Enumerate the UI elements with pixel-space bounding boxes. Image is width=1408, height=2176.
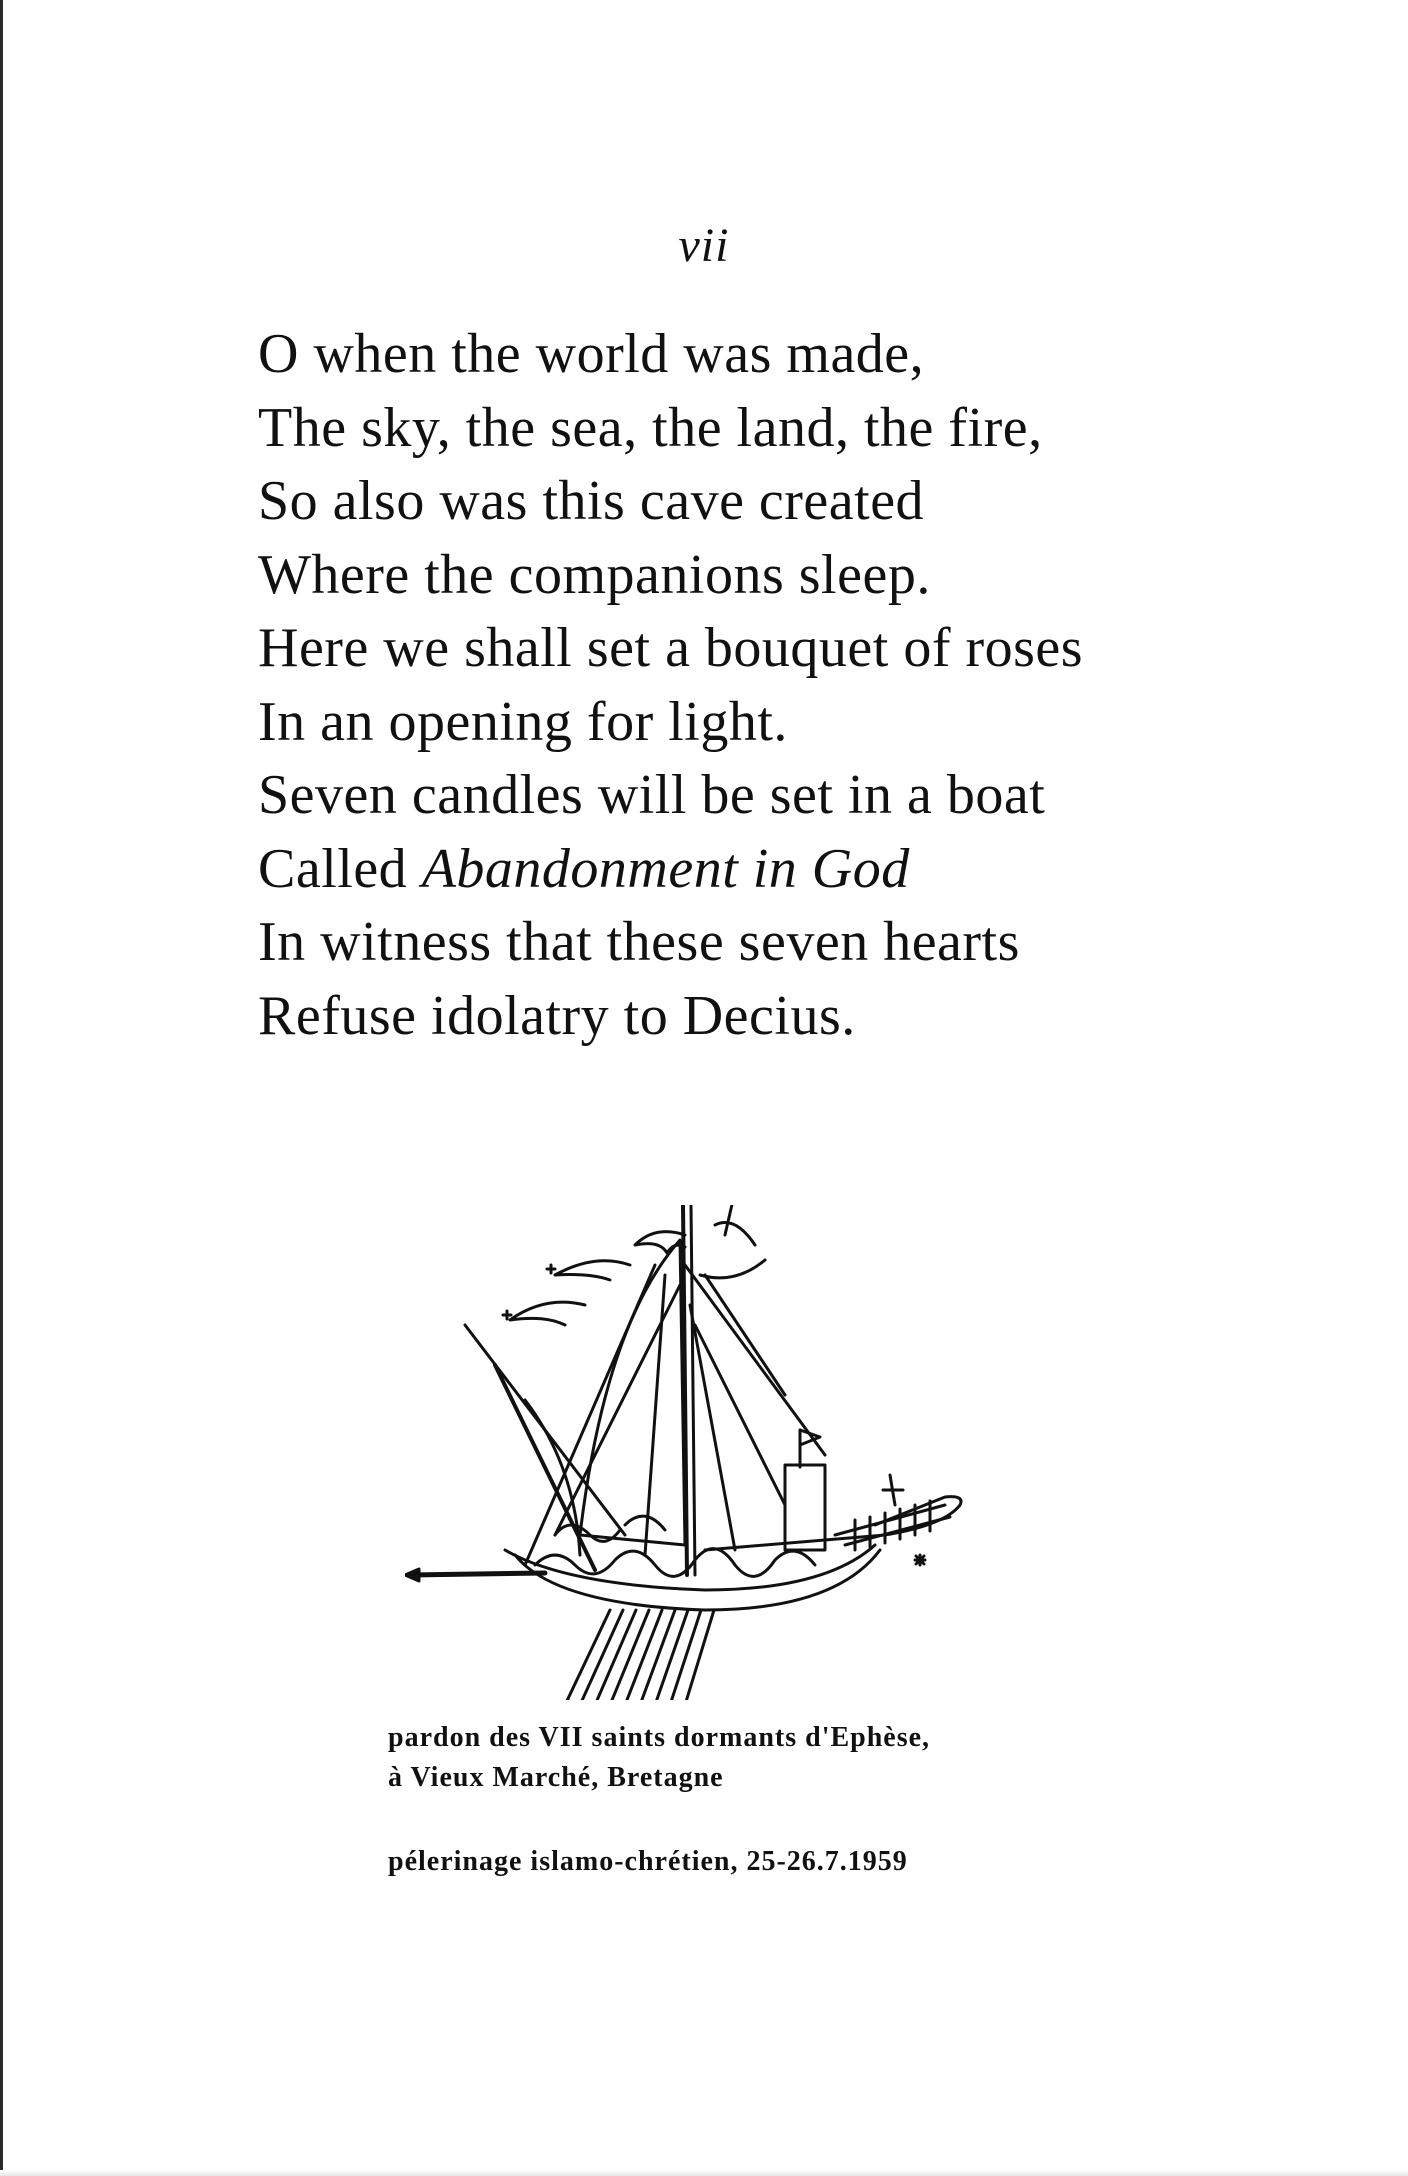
boat-name: Abandonment in God (421, 837, 910, 900)
illustration-caption (388, 1718, 1288, 1882)
poem-line-2: The sky, the sea, the land, the fire, (258, 396, 1043, 459)
caption-gap (388, 1798, 1288, 1842)
page-edge-rule (0, 0, 3, 2176)
poem-line-8 (258, 833, 1338, 907)
poem-line-10: Refuse idolatry to Decius. (258, 984, 856, 1047)
page-bottom-edge (0, 2170, 1408, 2176)
caption-line-2: à Vieux Marché, Bretagne (388, 1762, 724, 1793)
poem-line-4: Where the companions sleep. (258, 543, 931, 606)
poem-line-6: In an opening for light. (258, 690, 788, 753)
poem-line-8-prefix: Called (258, 837, 422, 900)
ship-illustration-icon (405, 1205, 980, 1700)
poem-line-9: In witness that these seven hearts (258, 911, 1020, 973)
poem-line-7: Seven candles will be set in a boat (258, 764, 1046, 826)
caption-line-1: pardon des VII saints dormants d'Ephèse, (388, 1722, 931, 1753)
poem-line-1: O when the world was made, (258, 323, 925, 385)
caption-line-3: pélerinage islamo-chrétien, 25-26.7.1959 (388, 1846, 908, 1877)
poem-line-3: So also was this cave created (258, 470, 925, 532)
page-number: vii (678, 219, 730, 272)
poem (258, 318, 1338, 1053)
poem-line-5: Here we shall set a bouquet of roses (258, 617, 1084, 679)
